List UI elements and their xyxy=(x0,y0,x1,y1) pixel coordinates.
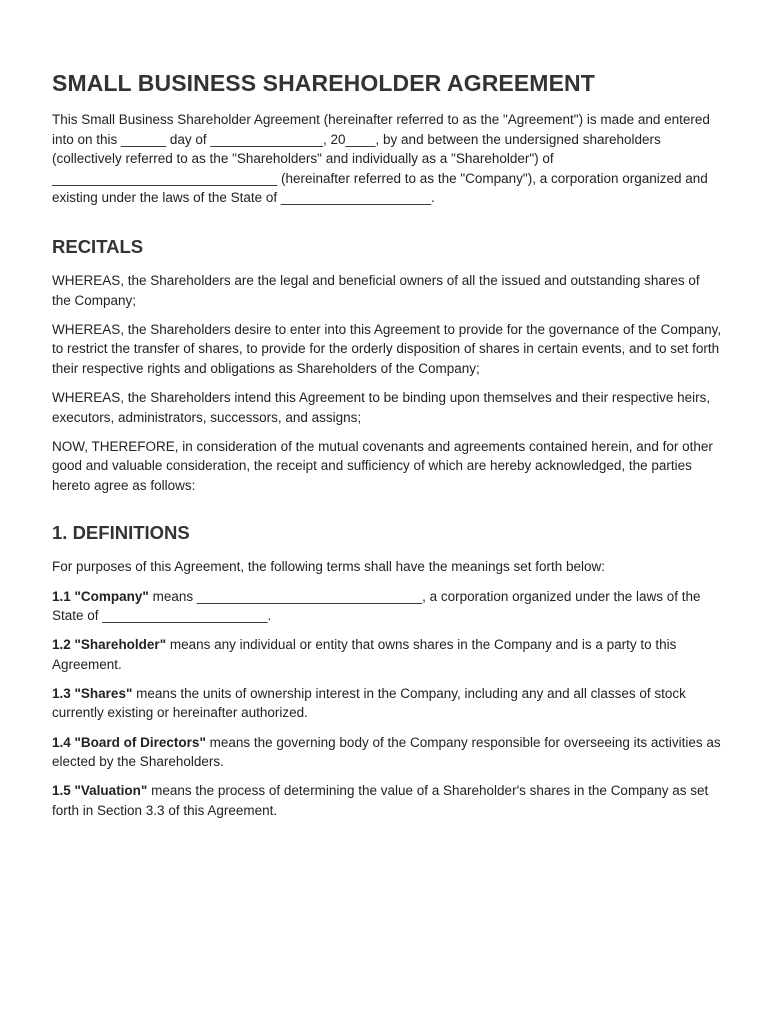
document-page xyxy=(52,68,722,820)
definition-item-company xyxy=(52,587,722,626)
definitions-heading: 1. DEFINITIONS xyxy=(52,522,190,544)
intro-paragraph: This Small Business Shareholder Agreement (hereinafter referred to as the "Agreement") is made and entered into on this ______ day of _______________, 20____, by and between the undersigned shareholders (collectively referred to as the "Shareholders" and individually as a "Shareholder") of ______________________________ (hereinafter referred to as the "Company"), a corporation organized and existing under the laws of the State of ____________________. xyxy=(52,112,710,206)
recital-paragraph: WHEREAS, the Shareholders are the legal and beneficial owners of all the issued and outstanding shares of the Company; xyxy=(52,272,700,308)
definition-text: means the units of ownership interest in the Company, including any and all classes of stock currently existing or hereinafter authorized. xyxy=(52,685,686,721)
definition-term: 1.2 "Shareholder" xyxy=(52,637,167,653)
definition-term: 1.5 "Valuation" xyxy=(52,783,148,799)
recitals-heading: RECITALS xyxy=(52,235,144,257)
definition-text: means the process of determining the value of a Shareholder's shares in the Company as set forth in Section 3.3 of this Agreement. xyxy=(52,783,709,818)
definition-item-valuation xyxy=(52,781,722,820)
recital-paragraph: WHEREAS, the Shareholders intend this Agreement to be binding upon themselves and their respective heirs, executors, administrators, successors, and assigns; xyxy=(52,389,711,425)
definition-text: means any individual or entity that owns shares in the Company and is a party to this Agreement. xyxy=(52,637,677,672)
definition-text: means the governing body of the Company responsible for overseeing its activities as elected by the Shareholders. xyxy=(52,734,721,770)
definition-item-board-of-directors xyxy=(52,733,722,772)
definition-item-shares xyxy=(52,684,722,723)
recital-paragraph: NOW, THEREFORE, in consideration of the mutual covenants and agreements contained herein, and for other good and valuable consideration, the receipt and sufficiency of which are hereby acknowledged, the parties hereto agree as follows: xyxy=(52,438,713,493)
definition-term: 1.4 "Board of Directors" xyxy=(52,734,206,750)
definition-text: means ______________________________, a corporation organized under the laws of the State of ______________________. xyxy=(52,588,701,624)
document-title: SMALL BUSINESS SHAREHOLDER AGREEMENT xyxy=(52,70,595,96)
definition-term: 1.1 "Company" xyxy=(52,588,149,604)
recital-paragraph: WHEREAS, the Shareholders desire to enter into this Agreement to provide for the governance of the Company, to restrict the transfer of shares, to provide for the orderly disposition of shares in certain events, and to set forth their respective rights and obligations as Shareholders of the Company; xyxy=(52,321,722,376)
definition-item-shareholder xyxy=(52,635,722,674)
definitions-intro: For purposes of this Agreement, the following terms shall have the meanings set forth below: xyxy=(52,559,606,575)
definition-term: 1.3 "Shares" xyxy=(52,685,133,701)
